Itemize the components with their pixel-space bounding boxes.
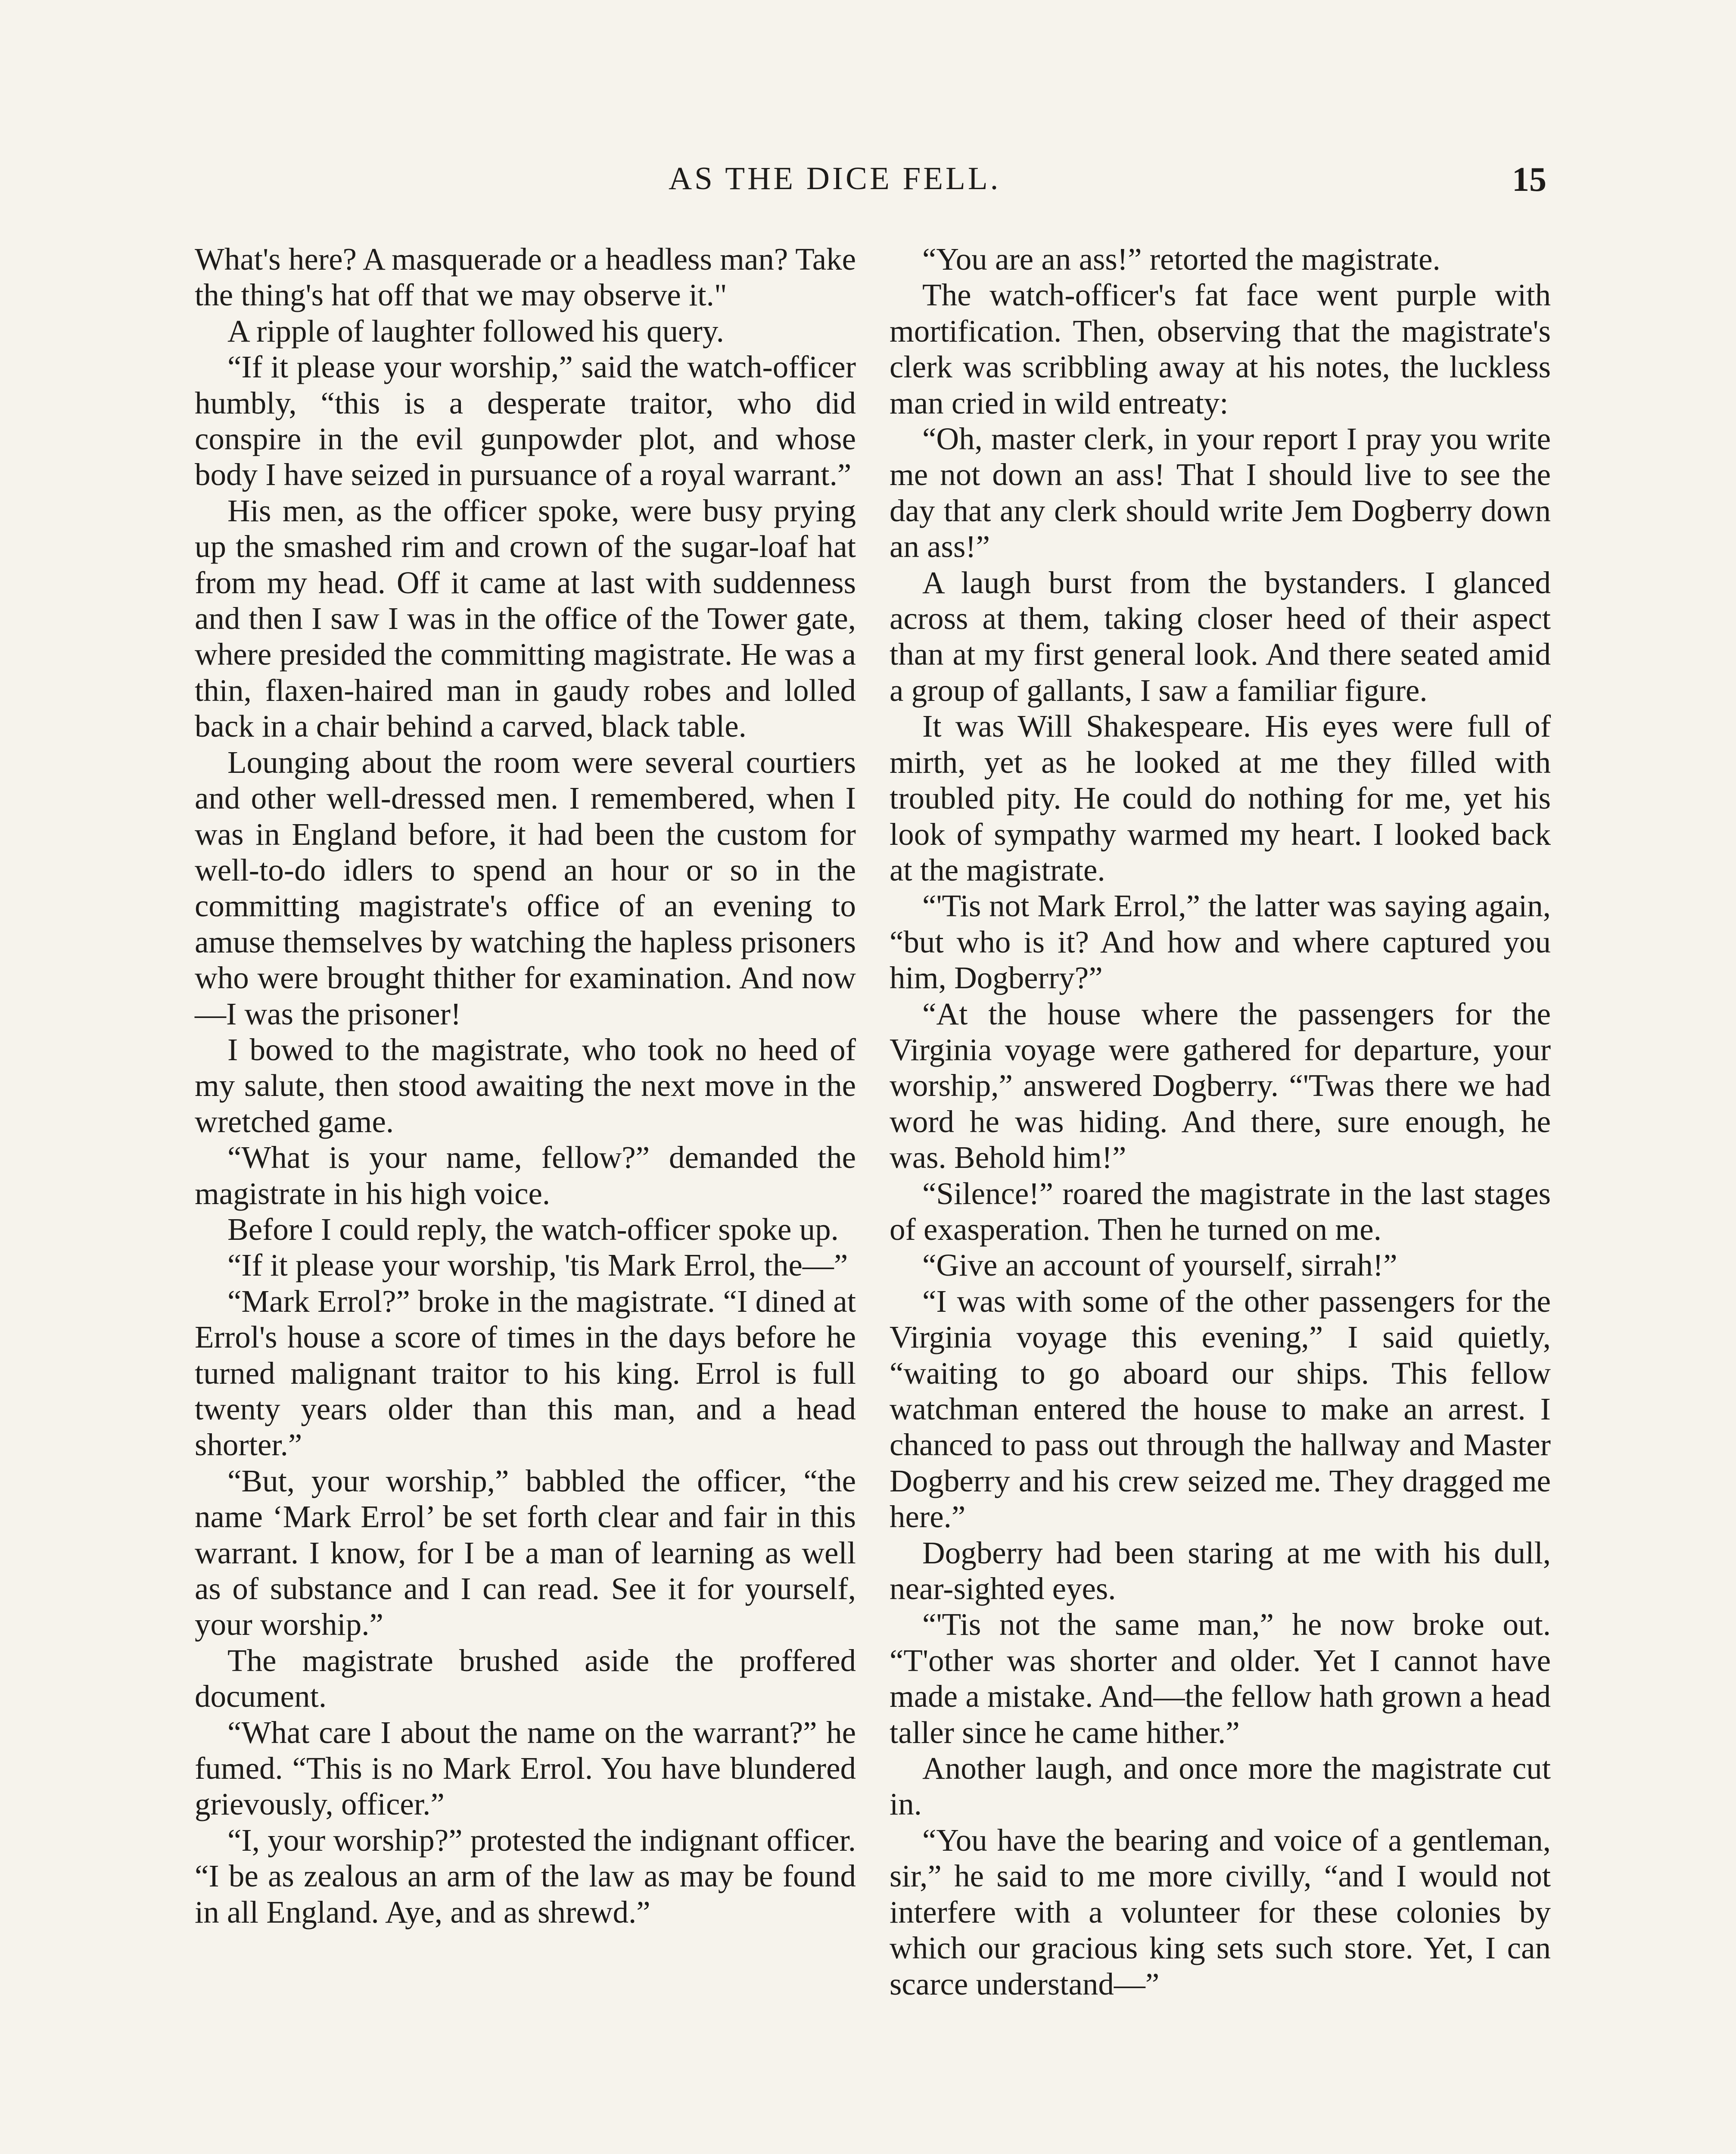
- page-number: 15: [1512, 161, 1546, 199]
- right-text-column: [890, 241, 1551, 2002]
- paragraph: “Mark Errol?” broke in the magistrate. “I dined at Errol's house a score of times in the days before he turned malignant traitor to his king. Errol is full twenty years older than this man, and a head shorter.”: [195, 1283, 856, 1463]
- running-title: AS THE DICE FELL.: [669, 161, 1001, 196]
- paragraph: “You have the bearing and voice of a gentleman, sir,” he said to me more civilly, “and I would not interfere with a volunteer for these colonies by which our gracious king sets such store. Yet, I can scarce understand—”: [890, 1822, 1551, 2001]
- paragraph: “If it please your worship,” said the watch-officer humbly, “this is a desperate traitor, who did conspire in the evil gunpowder plot, and whose body I have seized in pursuance of a royal warrant.”: [195, 349, 856, 492]
- paragraph: “What is your name, fellow?” demanded the magistrate in his high voice.: [195, 1140, 856, 1211]
- paragraph: “If it please your worship, 'tis Mark Errol, the—”: [227, 1248, 848, 1283]
- paragraph: It was Will Shakespeare. His eyes were full of mirth, yet as he looked at me they filled with troubled pity. He could do nothing for me, yet his look of sympathy warmed my heart. I looked back at the magistrate.: [890, 709, 1551, 887]
- paragraph: His men, as the officer spoke, were busy prying up the smashed rim and crown of the sugar-loaf hat from my head. Off it came at last with suddenness and then I saw I was in the office of the Tower gate, where presided the committing magistrate. He was a thin, flaxen-haired man in gaudy robes and lolled back in a chair behind a carved, black table.: [195, 493, 856, 744]
- paragraph: The watch-officer's fat face went purple with mortification. Then, observing that the magistrate's clerk was scribbling away at his notes, the luckless man cried in wild entreaty:: [890, 277, 1551, 420]
- paragraph: A laugh burst from the bystanders. I glanced across at them, taking closer heed of their aspect than at my first general look. And there seated amid a group of gallants, I saw a familiar figure.: [890, 565, 1551, 708]
- paragraph: “Silence!” roared the magistrate in the last stages of exasperation. Then he turned on me.: [890, 1176, 1551, 1247]
- paragraph: “'Tis not the same man,” he now broke out. “T'other was shorter and older. Yet I cannot have made a mistake. And—the fellow hath grown a head taller since he came hither.”: [890, 1607, 1551, 1750]
- paragraph: Before I could reply, the watch-officer spoke up.: [227, 1211, 839, 1247]
- paragraph: “You are an ass!” retorted the magistrate.: [922, 242, 1440, 277]
- paragraph: “At the house where the passengers for the Virginia voyage were gathered for departure, your worship,” answered Dogberry. “'Twas there we had word he was hiding. And there, sure enough, he was. Behold him!”: [890, 996, 1551, 1175]
- paragraph: Dogberry had been staring at me with his dull, near-sighted eyes.: [890, 1535, 1551, 1606]
- paragraph: A ripple of laughter followed his query.: [227, 313, 724, 349]
- paragraph: The magistrate brushed aside the proffered document.: [195, 1643, 856, 1714]
- paragraph: Another laugh, and once more the magistrate cut in.: [890, 1751, 1551, 1822]
- paragraph: What's here? A masquerade or a headless man? Take the thing's hat off that we may observe it.": [195, 242, 856, 313]
- paragraph: “'Tis not Mark Errol,” the latter was saying again, “but who is it? And how and where captured you him, Dogberry?”: [890, 888, 1551, 996]
- paragraph: “Give an account of yourself, sirrah!”: [922, 1248, 1397, 1283]
- paragraph: Lounging about the room were several courtiers and other well-dressed men. I remembered, when I was in England before, it had been the custom for well-to-do idlers to spend an hour or so in the committing magistrate's office of an evening to amuse themselves by watching the hapless prisoners who were brought thither for examination. And now—I was the prisoner!: [195, 744, 856, 1031]
- paragraph: “What care I about the name on the warrant?” he fumed. “This is no Mark Errol. You have blundered grievously, officer.”: [195, 1715, 856, 1822]
- left-text-column: [195, 241, 856, 1930]
- paragraph: “I, your worship?” protested the indignant officer. “I be as zealous an arm of the law as may be found in all England. Aye, and as shrewd.”: [195, 1822, 856, 1930]
- paragraph: “I was with some of the other passengers for the Virginia voyage this evening,” I said quietly, “waiting to go aboard our ships. This fellow watchman entered the house to make an arrest. I chanced to pass out through the hallway and Master Dogberry and his crew seized me. They dragged me here.”: [890, 1283, 1551, 1535]
- paragraph: “But, your worship,” babbled the officer, “the name ‘Mark Errol’ be set forth clear and fair in this warrant. I know, for I be a man of learning as well as of substance and I can read. See it for yourself, your worship.”: [195, 1463, 856, 1642]
- paragraph: “Oh, master clerk, in your report I pray you write me not down an ass! That I should live to see the day that any clerk should write Jem Dogberry down an ass!”: [890, 421, 1551, 564]
- paragraph: I bowed to the magistrate, who took no heed of my salute, then stood awaiting the next move in the wretched game.: [195, 1032, 856, 1139]
